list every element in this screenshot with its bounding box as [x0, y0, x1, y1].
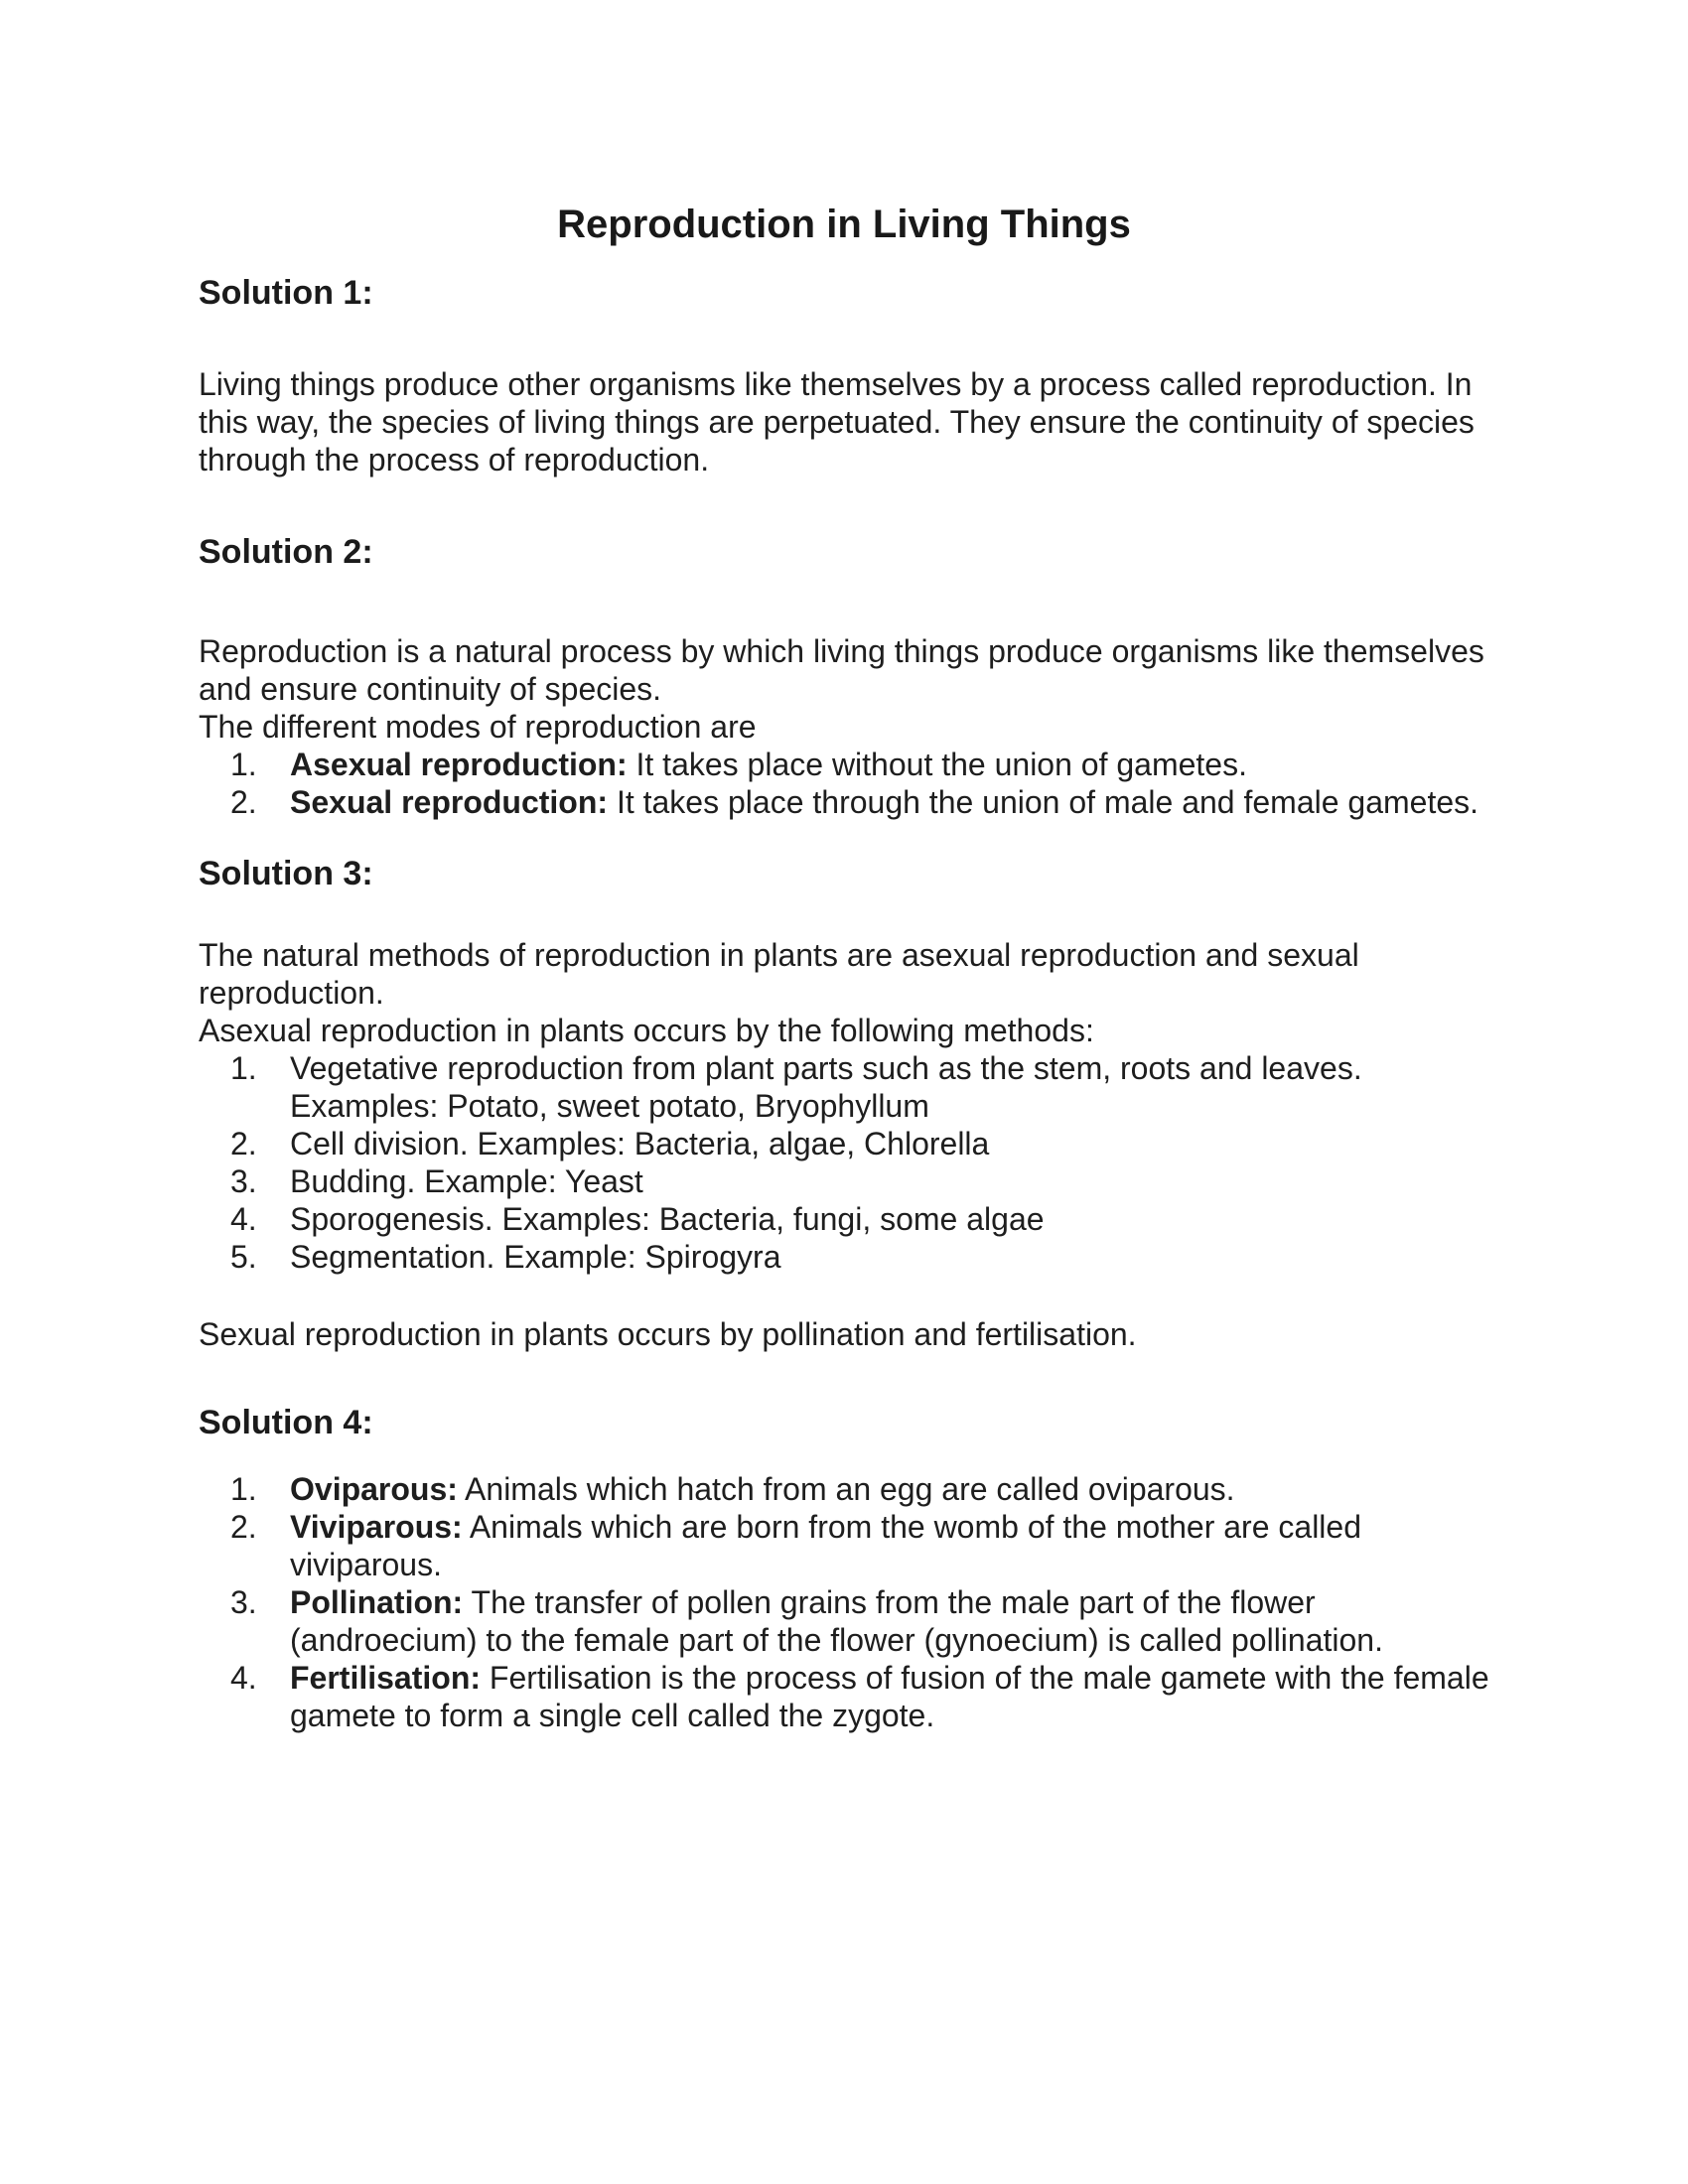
list-item: [199, 1470, 1489, 1508]
list-item: [199, 1200, 1489, 1238]
solution-2-list: [199, 746, 1489, 821]
solution-2-paragraph-lead-in: The different modes of reproduction are: [199, 709, 757, 745]
solution-3-closing: Sexual reproduction in plants occurs by pollination and fertilisation.: [199, 1316, 1137, 1352]
list-item-term: Viviparous:: [290, 1509, 463, 1546]
document-content: [0, 201, 1688, 1734]
list-item-text: It takes place through the union of male and female gametes.: [608, 784, 1479, 820]
list-item-text: Sporogenesis. Examples: Bacteria, fungi, some algae: [290, 1201, 1045, 1237]
document-title: Reproduction in Living Things: [557, 203, 1131, 246]
list-item: [199, 783, 1489, 821]
list-item: [199, 1508, 1489, 1583]
list-item-term: Asexual reproduction:: [290, 747, 628, 782]
list-item: [199, 1583, 1489, 1659]
list-item: [199, 1049, 1489, 1125]
list-item-term: Sexual reproduction:: [290, 784, 609, 820]
list-item-text: Fertilisation is the process of fusion of the male gamete with the female gamete to form a single cell called the zygote.: [290, 1660, 1489, 1734]
list-item-text: The transfer of pollen grains from the male part of the flower (androecium) to the female part of the flower (gynoecium) is called pollination.: [290, 1584, 1383, 1659]
solution-3-paragraph: [199, 936, 1489, 1049]
list-item: [199, 1659, 1489, 1734]
list-item-term: Pollination:: [290, 1584, 464, 1621]
list-item: [199, 746, 1489, 783]
list-item-number: 3.: [230, 1584, 257, 1621]
list-item-text: Animals which hatch from an egg are called oviparous.: [457, 1471, 1235, 1508]
list-item: [199, 1238, 1489, 1276]
list-item-number: 1.: [230, 1050, 257, 1086]
list-item-text: Animals which are born from the womb of the mother are called viviparous.: [290, 1509, 1361, 1583]
list-item: [199, 1125, 1489, 1162]
list-item-number: 4.: [230, 1201, 257, 1237]
solution-4-list: [199, 1470, 1489, 1734]
list-item-text: Cell division. Examples: Bacteria, algae, Chlorella: [290, 1126, 990, 1161]
solution-4-heading: Solution 4:: [199, 1404, 373, 1441]
solution-3-list: [199, 1049, 1489, 1276]
list-item-number: 5.: [230, 1239, 257, 1275]
list-item-number: 1.: [230, 747, 257, 782]
list-item-number: 2.: [230, 1509, 257, 1546]
list-item-text: Budding. Example: Yeast: [290, 1163, 643, 1199]
solution-1-paragraph: Living things produce other organisms like themselves by a process called reproduction. In this way, the species of living things are perpetuated. They ensure the continuity of species through the process of reproduction.: [199, 366, 1475, 478]
solution-1-heading: Solution 1:: [199, 274, 373, 312]
list-item-number: 1.: [230, 1471, 257, 1508]
list-item-text: Vegetative reproduction from plant parts such as the stem, roots and leaves. Examples: Potato, sweet potato, Bryophyllum: [290, 1050, 1362, 1124]
list-item-text: It takes place without the union of gametes.: [627, 747, 1247, 782]
solution-2-paragraph: [199, 632, 1489, 746]
list-item-term: Oviparous:: [290, 1471, 458, 1508]
solution-3-paragraph-lead-in: Asexual reproduction in plants occurs by the following methods:: [199, 1013, 1094, 1048]
list-item-number: 2.: [230, 784, 257, 820]
list-item: [199, 1162, 1489, 1200]
list-item-term: Fertilisation:: [290, 1660, 482, 1697]
solution-3-paragraph-text: The natural methods of reproduction in plants are asexual reproduction and sexual reproduction.: [199, 937, 1359, 1011]
list-item-number: 3.: [230, 1163, 257, 1199]
solution-2-paragraph-text: Reproduction is a natural process by which living things produce organisms like themselves and ensure continuity of species.: [199, 633, 1484, 707]
solution-2-heading: Solution 2:: [199, 533, 373, 571]
solution-3-heading: Solution 3:: [199, 855, 373, 892]
list-item-number: 4.: [230, 1660, 257, 1697]
list-item-number: 2.: [230, 1126, 257, 1161]
list-item-text: Segmentation. Example: Spirogyra: [290, 1239, 781, 1275]
